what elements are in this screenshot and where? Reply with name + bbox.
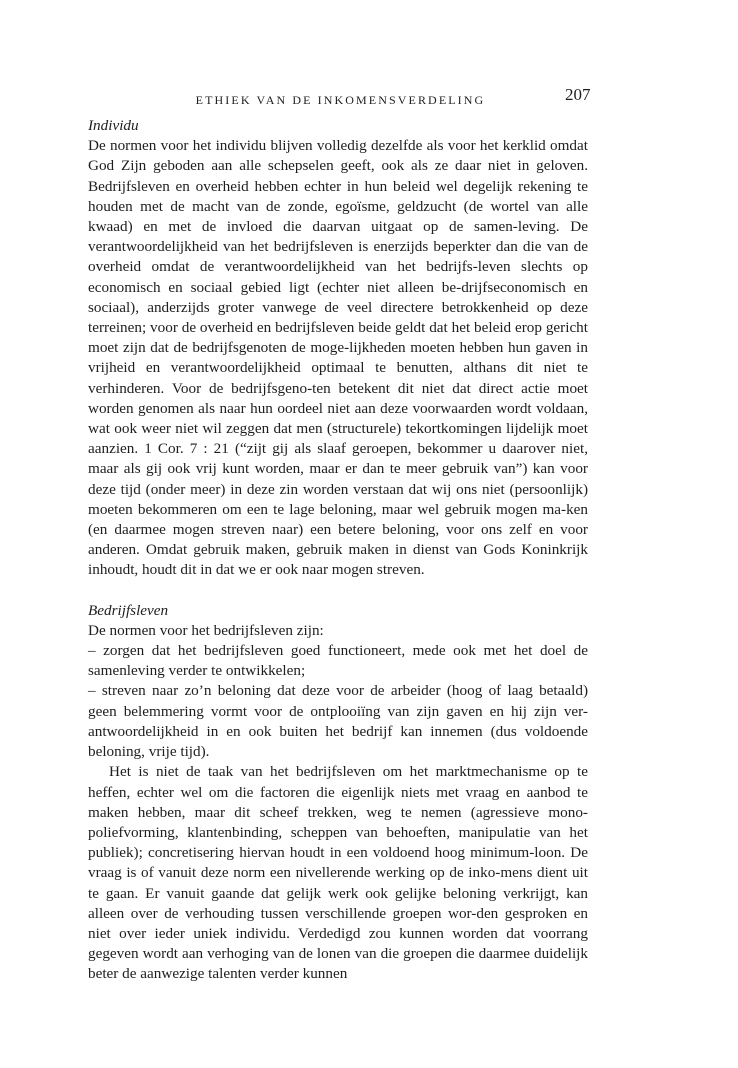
page-number: 207 (565, 85, 591, 104)
running-title: ETHIEK VAN DE INKOMENSVERDELING (195, 93, 486, 107)
section-heading-individu: Individu (88, 117, 139, 134)
running-header (88, 84, 593, 108)
paragraph-individu: De normen voor het individu blijven volledig dezelfde als voor het kerklid omdat God Zijn geboden aan alle schepselen geeft, ook als ze daar niet in geloven. Bedrijfsleven en overheid hebben echter in hun beleid wel degelijk rekening te houden met de macht van de zonde, egoïsme, geldzucht (de wortel van alle kwaad) en met de invloed die daarvan uitgaat op de samen-leving. De verantwoordelijkheid van het bedrijfsleven is enerzijds beperkter dan die van de overheid omdat de verantwoordelijkheid van het bedrijfs-leven slechts op economisch en sociaal gebied ligt (echter niet alleen be-drijfseconomisch en sociaal), anderzijds groter vanwege de veel directere betrokkenheid op deze terreinen; voor de overheid en bedrijfsleven beide geldt dat het beleid erop gericht moet zijn dat de bedrijfsgenoten de moge-lijkheden moeten hebben hun gaven in vrijheid en verantwoordelijkheid optimaal te benutten, althans dit niet te verhinderen. Voor de bedrijfsgeno-ten betekent dit niet dat direct actie moet worden genomen als naar hun oordeel niet aan deze voorwaarden wordt voldaan, wat ook weer niet wil zeggen dat men (structurele) tekortkomingen lijdelijk moet aanzien. 1 Cor. 7 : 21 (“zijt gij als slaaf geroepen, bekommer u daarover niet, maar als gij ook vrij kunt worden, maar er dan te meer gebruik van”) kan voor deze tijd (onder meer) in deze zin worden verstaan dat wij ons niet (persoonlijk) moeten bekommeren om een te lage beloning, maar wel gebruik mogen ma-ken (en daarmee mogen streven naar) een betere beloning, voor ons zelf en voor anderen. Omdat gebruik maken, gebruik maken in dienst van Gods Koninkrijk inhoudt, houdt dit in dat we er ook naar mogen streven. (88, 137, 588, 579)
norms-intro: De normen voor het bedrijfsleven zijn: (88, 621, 324, 639)
body-text (88, 116, 588, 985)
norm-item-2: – streven naar zo’n beloning dat deze voor de arbeider (hoog of laag betaald) geen belemmering vormt voor de ontplooiïng van zijn gaven en hij zijn ver-antwoordelijkheid in en ook buiten het bedrijf kan innemen (dus voldoende beloning, vrije tijd). (88, 682, 588, 761)
section-heading-bedrijfsleven: Bedrijfsleven (88, 601, 169, 619)
paragraph-bedrijfsleven: Het is niet de taak van het bedrijfsleven om het marktmechanisme op te heffen, echter wel om die factoren die eigenlijk niets met vraag en aanbod te maken hebben, maar dit scheef trekken, weg te nemen (agressieve mono-poliefvorming, klantenbinding, scheppen van behoeften, manipulatie van het publiek); concretisering hiervan houdt in een voldoend hoog minimum-loon. De vraag is of vanuit deze norm een nivellerende werking op de inko-mens dient uit te gaan. Er vanuit gaande dat gelijk werk ook gelijke beloning verkrijgt, kan alleen over de verhouding tussen verschillende groepen wor-den gesproken en niet over ieder uniek individu. Verdedigd zou kunnen worden dat voorrang gegeven wordt aan verhoging van de lonen van die groepen die daarmee duidelijk beter de aanwezige talenten verder kunnen (88, 763, 588, 983)
section-spacer (88, 581, 588, 601)
norm-item-1: – zorgen dat het bedrijfsleven goed functioneert, mede ook met het doel de samenleving verder te ontwikkelen; (88, 642, 588, 680)
